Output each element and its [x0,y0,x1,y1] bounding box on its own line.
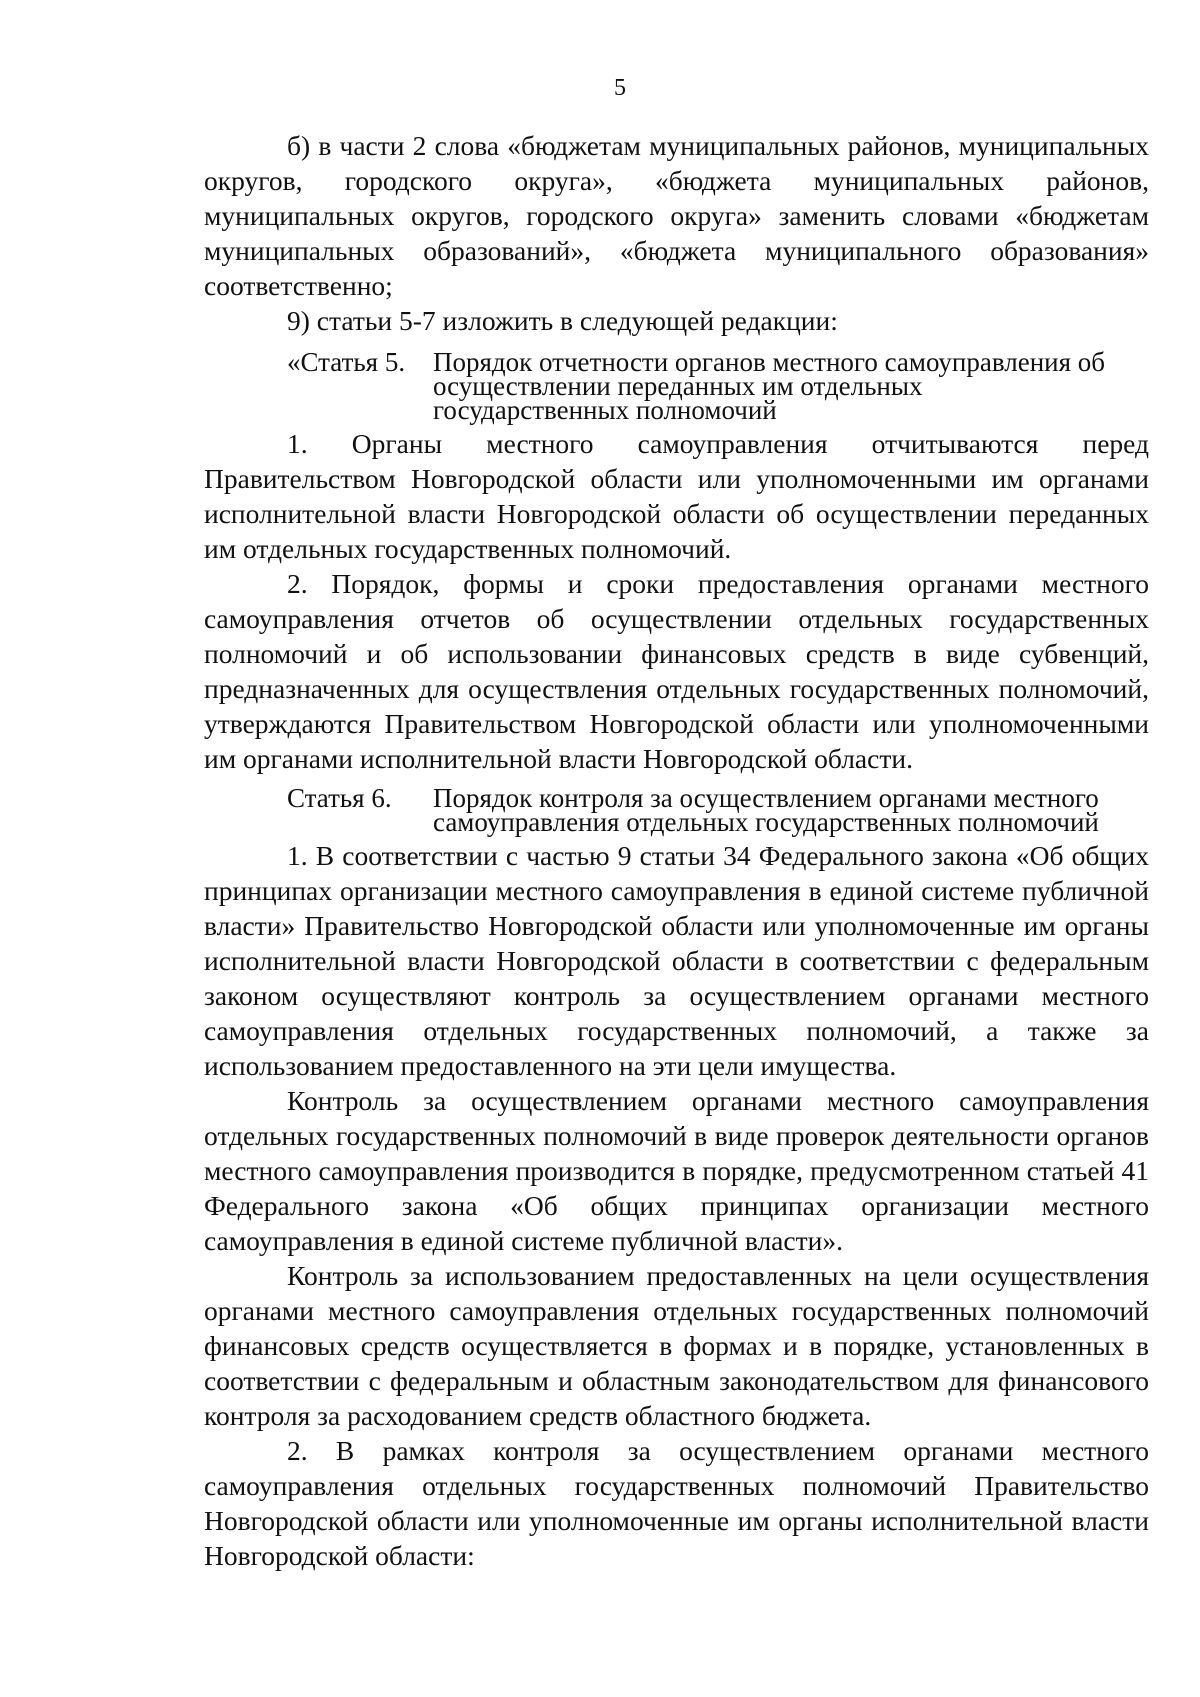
article-5-paragraph-2: 2. Порядок, формы и сроки предоставления органами местного самоуправления отчетов об осуществлении отдельных государственных полномочий и об использовании финансовых средств в виде субвенций, предназначенных для осуществления отдельных государственных полномочий, утверждаются Правительством Новгородской области или уполномоченными им органами исполнительной власти Новгородской области. [204,568,1149,774]
article-6-paragraph-1c: Контроль за использованием предоставленных на цели осуществления органами местного самоуправления отдельных государственных полномочий финансовых средств осуществляется в формах и в порядке, установленных в соответствии с федеральным и областным законодательством для финансового контроля за расходованием средств областного бюджета. [204,1260,1149,1431]
article-6-heading [287,783,1149,837]
article-5-title: Порядок отчетности органов местного самоуправления об осуществлении переданных им отдельных государственных полномочий [433,347,1106,425]
article-6-label: Статья 6. [287,783,392,813]
article-6-paragraph-2: 2. В рамках контроля за осуществлением органами местного самоуправления отдельных государственных полномочий Правительство Новгородской области или уполномоченные им органы исполнительной власти Новгородской области: [204,1435,1149,1571]
document-body [204,128,1149,1573]
paragraph-b: б) в части 2 слова «бюджетам муниципальных районов, муниципальных округов, городского округа», «бюджета муниципальных районов, муниципальных округов, городского округа» заменить словами «бюджетам муниципальных образований», «бюджета муниципального образования» соответственно; [204,130,1149,301]
article-6-paragraph-1b: Контроль за осуществлением органами местного самоуправления отдельных государственных полномочий в виде проверок деятельности органов местного самоуправления производится в порядке, предусмотренном статьей 41 Федерального закона «Об общих принципах организации местного самоуправления в единой системе публичной власти». [204,1085,1149,1256]
article-6-paragraph-1: 1. В соответствии с частью 9 статьи 34 Федерального закона «Об общих принципах организации местного самоуправления в единой системе публичной власти» Правительство Новгородской области или уполномоченные им органы исполнительной власти Новгородской области в соответствии с федеральным законом осуществляют контроль за осуществлением органами местного самоуправления отдельных государственных полномочий, а также за использованием предоставленного на эти цели имущества. [204,840,1149,1081]
paragraph-9: 9) статьи 5-7 изложить в следующей редакции: [287,305,838,336]
article-6-title: Порядок контроля за осуществлением органами местного самоуправления отдельных государственных полномочий [433,783,1099,837]
page-number: 5 [614,75,626,101]
article-5-label: «Статья 5. [287,347,406,377]
article-5-paragraph-1: 1. Органы местного самоуправления отчитываются перед Правительством Новгородской области или уполномоченными им органами исполнительной власти Новгородской области об осуществлении переданных им отдельных государственных полномочий. [204,428,1149,564]
article-5-heading [287,347,1149,425]
